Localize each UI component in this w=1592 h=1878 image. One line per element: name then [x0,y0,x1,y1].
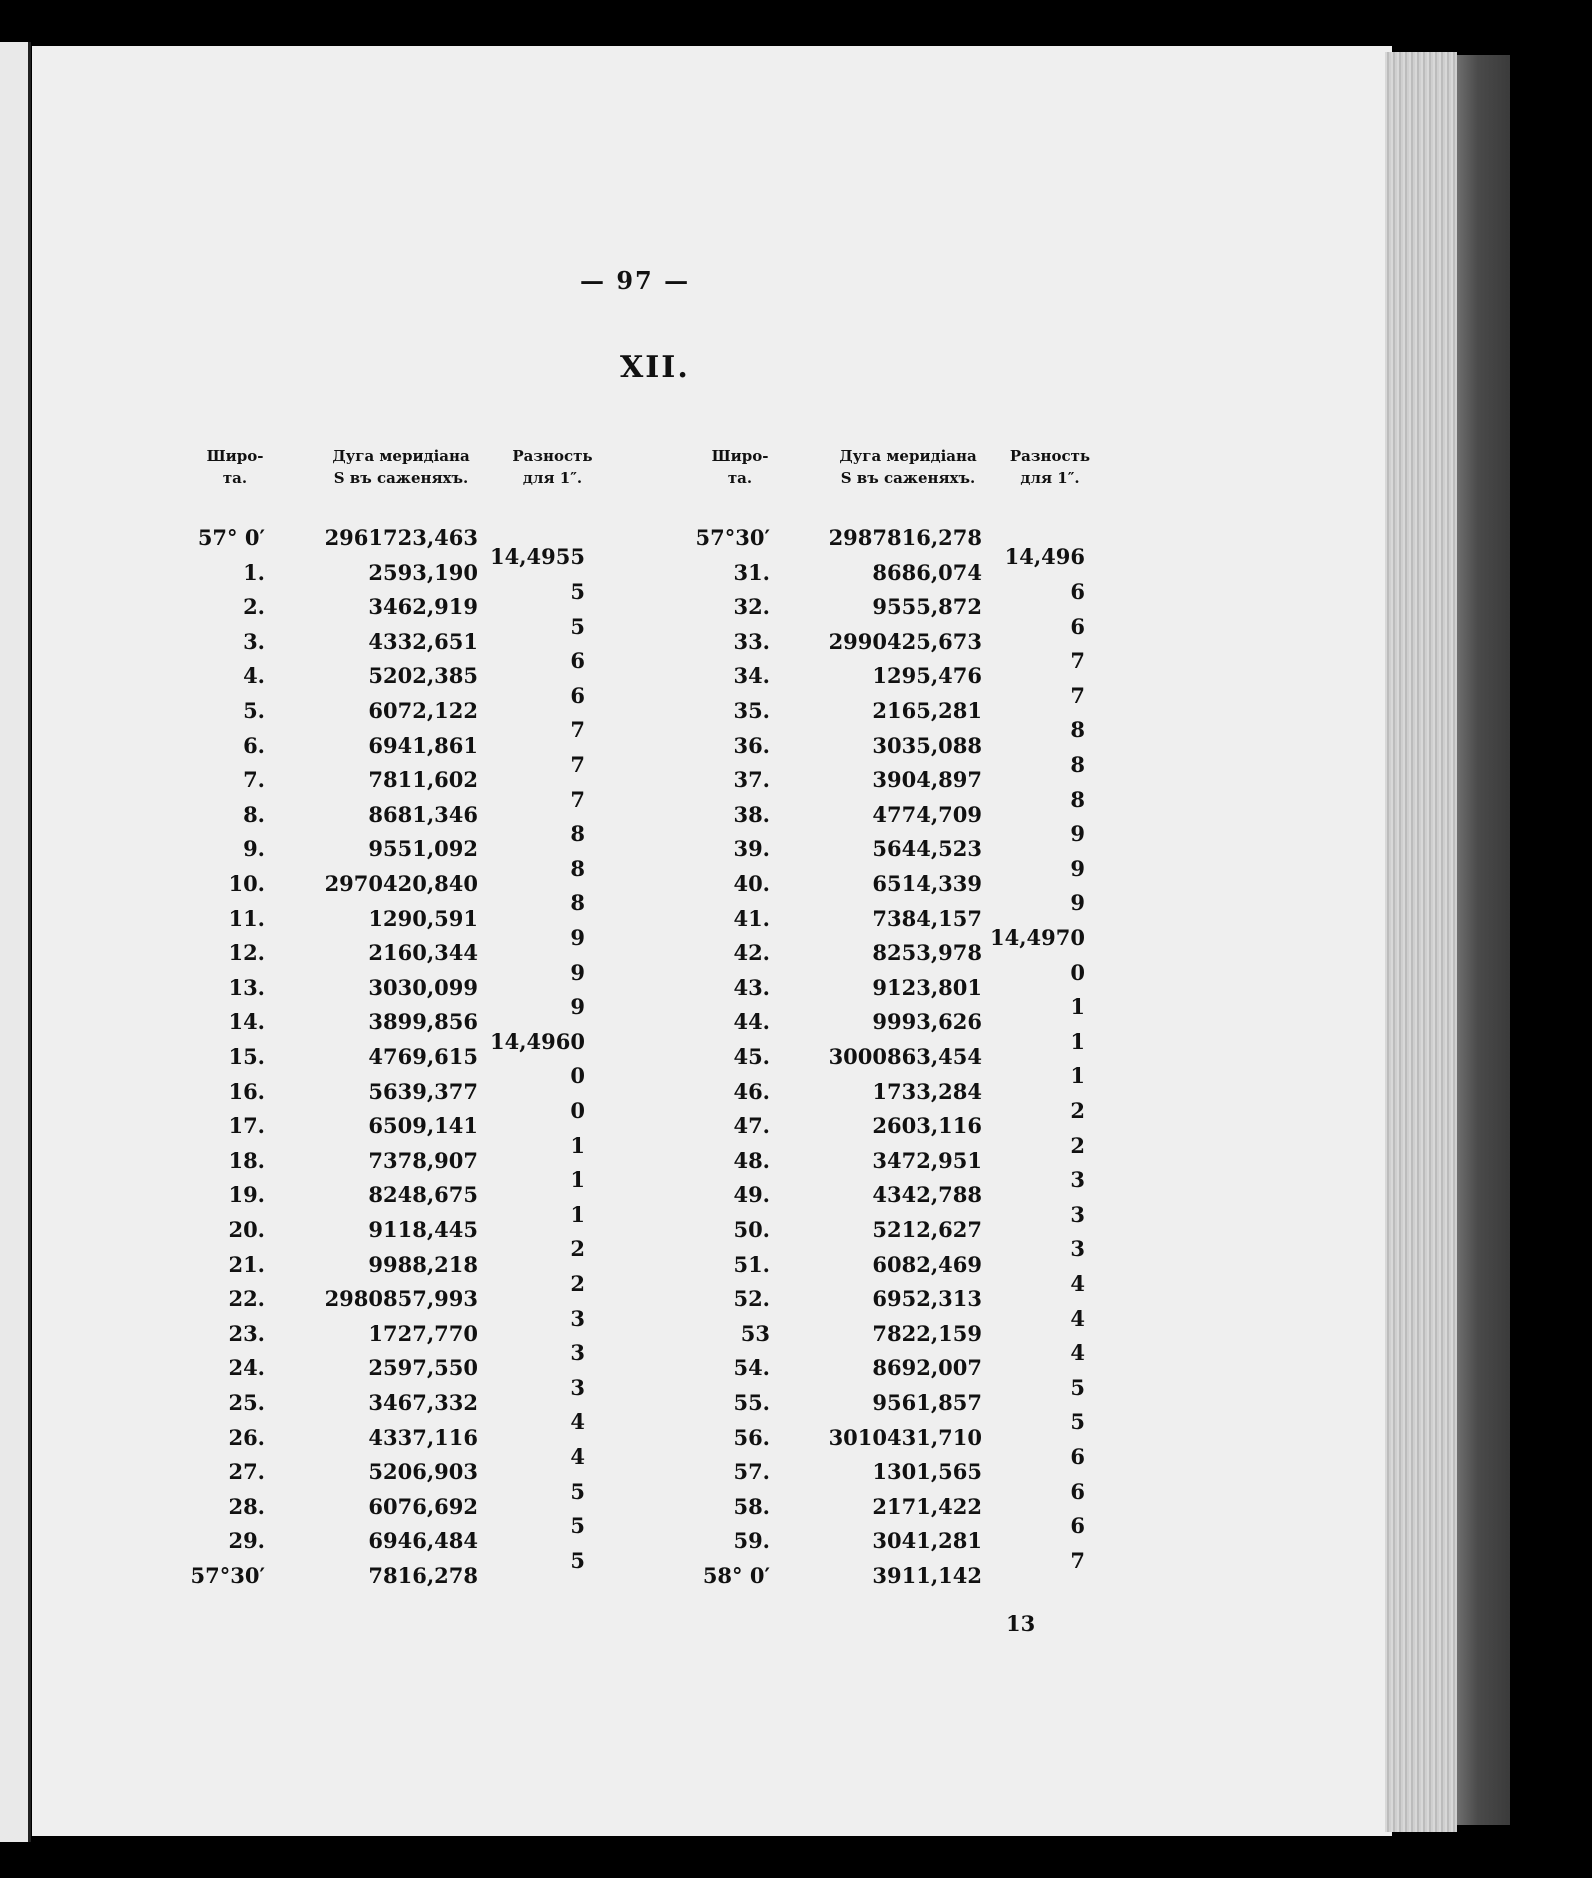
arc-cell: 9123,801 [872,974,982,1000]
latitude-cell: 12. [228,940,265,966]
difference-cell: 1 [570,1201,585,1227]
difference-cell: 9 [1070,890,1085,916]
latitude-cell: 48. [733,1147,770,1173]
arc-cell: 8692,007 [872,1355,982,1381]
difference-cell: 0 [1070,959,1085,985]
arc-cell: 2603,116 [872,1113,982,1139]
difference-cell: 5 [1070,1409,1085,1435]
latitude-cell: 32. [733,594,770,620]
difference-cell: 5 [570,578,585,604]
latitude-cell: 39. [733,836,770,862]
arc-cell: 2160,344 [368,940,478,966]
page-number: — 97 — [580,266,691,295]
difference-cell: 7 [1070,1547,1085,1573]
page-stack-edge [1385,52,1457,1832]
difference-cell: 6 [1070,1513,1085,1539]
arc-cell: 6946,484 [368,1528,478,1554]
difference-cell: 9 [570,959,585,985]
arc-cell: 3904,897 [872,767,982,793]
difference-cell: 4 [1070,1305,1085,1331]
difference-cell: 7 [570,751,585,777]
latitude-cell: 34. [733,663,770,689]
arc-cell: 7378,907 [368,1147,478,1173]
difference-cell: 14,4960 [490,1028,585,1054]
right-header-difference: Разность для 1″. [1009,447,1091,487]
latitude-cell: 35. [733,698,770,723]
arc-cell: 5639,377 [368,1078,478,1104]
latitude-cell: 42. [733,940,770,966]
latitude-cell: 9. [243,836,265,862]
latitude-cell: 59. [733,1528,770,1554]
latitude-cell: 58° 0′ [702,1563,770,1588]
difference-cell: 6 [1070,1478,1085,1504]
latitude-cell: 38. [733,801,770,827]
difference-cell: 14,496 [1004,544,1085,570]
latitude-cell: 26. [228,1424,265,1450]
latitude-cell: 58. [733,1493,770,1519]
difference-cell: 8 [1070,751,1085,777]
arc-cell: 2961723,463 [324,525,478,550]
latitude-cell: 25. [228,1390,265,1415]
arc-cell: 1295,476 [872,663,982,689]
difference-cell: 3 [570,1305,585,1331]
latitude-cell: 54. [733,1355,770,1381]
latitude-cell: 33. [733,628,770,654]
arc-cell: 5202,385 [368,663,478,689]
arc-cell: 6509,141 [368,1113,478,1139]
latitude-cell: 19. [228,1182,265,1208]
difference-cell: 0 [570,1063,585,1089]
latitude-cell: 56. [733,1424,770,1450]
difference-cell: 4 [570,1443,585,1469]
latitude-cell: 6. [243,732,265,758]
latitude-cell: 24. [228,1355,265,1381]
difference-cell: 7 [1070,682,1085,708]
arc-cell: 3041,281 [872,1528,982,1554]
arc-cell: 3000863,454 [828,1044,982,1069]
arc-cell: 8248,675 [368,1182,478,1208]
latitude-cell: 13. [228,974,265,1000]
arc-cell: 1727,770 [368,1320,478,1346]
difference-cell: 7 [570,786,585,812]
arc-cell: 4342,788 [872,1182,982,1208]
difference-cell: 0 [570,1097,585,1123]
latitude-cell: 10. [228,871,265,896]
difference-cell: 9 [1070,855,1085,881]
difference-cell: 6 [570,682,585,708]
difference-cell: 9 [570,994,585,1020]
difference-cell: 2 [1070,1097,1085,1123]
latitude-cell: 52. [733,1286,770,1312]
difference-cell: 9 [1070,821,1085,847]
difference-cell: 8 [1070,717,1085,743]
latitude-cell: 43. [733,974,770,1000]
difference-cell: 6 [570,648,585,674]
latitude-cell: 23. [228,1320,265,1346]
difference-cell: 1 [1070,994,1085,1020]
arc-cell: 2990425,673 [828,628,982,654]
latitude-cell: 11. [228,905,265,931]
arc-cell: 1290,591 [368,905,478,931]
difference-cell: 14,4955 [490,544,585,570]
difference-cell: 3 [1070,1167,1085,1193]
latitude-cell: 46. [733,1078,770,1104]
arc-cell: 9555,872 [872,594,982,620]
latitude-cell: 57° 0′ [197,525,265,550]
latitude-cell: 22. [228,1286,265,1312]
right-header-arc: Дуга меридіана S въ саженяхъ. [839,447,977,487]
latitude-cell: 57. [733,1459,770,1485]
latitude-cell: 51. [733,1251,770,1277]
difference-cell: 14,4970 [990,924,1085,950]
arc-cell: 5212,627 [872,1217,982,1242]
arc-cell: 7384,157 [872,905,982,931]
left-header-difference: Разность для 1″. [512,447,593,487]
arc-cell: 1733,284 [872,1078,982,1104]
arc-cell: 7822,159 [872,1320,982,1346]
arc-cell: 3030,099 [368,974,478,1000]
arc-cell: 9988,218 [368,1251,478,1277]
arc-cell: 9993,626 [872,1009,982,1035]
difference-cell: 3 [1070,1201,1085,1227]
difference-cell: 7 [570,717,585,743]
previous-page-edge [0,42,31,1842]
difference-cell: 2 [570,1236,585,1262]
latitude-cell: 57°30′ [190,1563,265,1588]
difference-cell: 3 [570,1374,585,1400]
latitude-cell: 40. [733,871,770,896]
signature-mark: 13 [1006,1611,1036,1636]
arc-cell: 5644,523 [872,836,982,862]
latitude-cell: 17. [228,1113,265,1139]
difference-cell: 6 [1070,1443,1085,1469]
arc-cell: 1301,565 [872,1459,982,1485]
arc-cell: 7816,278 [368,1563,478,1588]
arc-cell: 2597,550 [368,1355,478,1381]
latitude-cell: 14. [228,1009,265,1035]
latitude-cell: 57°30′ [695,525,770,550]
latitude-cell: 28. [228,1493,265,1519]
latitude-cell: 20. [228,1217,265,1242]
latitude-cell: 15. [228,1044,265,1069]
difference-cell: 8 [1070,786,1085,812]
arc-cell: 2987816,278 [828,525,982,550]
latitude-cell: 41. [733,905,770,931]
book-cover-edge [1457,55,1510,1825]
latitude-cell: 49. [733,1182,770,1208]
arc-cell: 3010431,710 [828,1424,982,1450]
difference-cell: 5 [1070,1374,1085,1400]
arc-cell: 8686,074 [872,559,982,585]
arc-cell: 6514,339 [872,871,982,896]
difference-cell: 5 [570,1513,585,1539]
arc-cell: 3035,088 [872,732,982,758]
arc-cell: 2171,422 [872,1493,982,1519]
arc-cell: 3472,951 [872,1147,982,1173]
difference-cell: 2 [570,1270,585,1296]
arc-cell: 4769,615 [368,1044,478,1069]
left-header-latitude: Широ- та. [206,447,264,487]
difference-cell: 4 [1070,1340,1085,1366]
latitude-cell: 44. [733,1009,770,1035]
arc-cell: 3899,856 [368,1009,478,1035]
arc-cell: 7811,602 [368,767,478,793]
difference-cell: 8 [570,890,585,916]
difference-cell: 6 [1070,578,1085,604]
latitude-cell: 53 [740,1320,770,1346]
latitude-cell: 18. [228,1147,265,1173]
arc-cell: 2165,281 [872,698,982,723]
latitude-cell: 3. [243,628,265,654]
latitude-cell: 8. [243,801,265,827]
arc-cell: 4337,116 [368,1424,478,1450]
section-title: XII. [620,350,690,385]
difference-cell: 5 [570,1478,585,1504]
arc-cell: 6076,692 [368,1493,478,1519]
latitude-cell: 21. [228,1251,265,1277]
difference-cell: 4 [1070,1270,1085,1296]
arc-cell: 6941,861 [368,732,478,758]
difference-cell: 7 [1070,648,1085,674]
arc-cell: 4332,651 [368,628,478,654]
difference-cell: 8 [570,821,585,847]
latitude-cell: 29. [228,1528,265,1554]
difference-cell: 4 [570,1409,585,1435]
arc-cell: 3467,332 [368,1390,478,1415]
arc-cell: 9561,857 [872,1390,982,1415]
latitude-cell: 55. [733,1390,770,1415]
arc-cell: 8253,978 [872,940,982,966]
latitude-cell: 16. [228,1078,265,1104]
arc-cell: 3911,142 [872,1563,982,1588]
arc-cell: 5206,903 [368,1459,478,1485]
arc-cell: 6082,469 [872,1251,982,1277]
arc-cell: 2980857,993 [324,1286,478,1312]
arc-cell: 6952,313 [872,1286,982,1312]
arc-cell: 6072,122 [368,698,478,723]
difference-cell: 9 [570,924,585,950]
latitude-cell: 50. [733,1217,770,1242]
difference-cell: 1 [1070,1063,1085,1089]
difference-cell: 1 [570,1167,585,1193]
latitude-cell: 27. [228,1459,265,1485]
left-header-arc: Дуга меридіана S въ саженяхъ. [332,447,470,487]
latitude-cell: 5. [243,698,265,723]
latitude-cell: 47. [733,1113,770,1139]
difference-cell: 1 [1070,1028,1085,1054]
latitude-cell: 45. [733,1044,770,1069]
difference-cell: 6 [1070,613,1085,639]
arc-cell: 4774,709 [872,801,982,827]
right-header-latitude: Широ- та. [711,447,769,487]
latitude-cell: 4. [243,663,265,689]
difference-cell: 2 [1070,1132,1085,1158]
arc-cell: 9118,445 [368,1217,478,1242]
latitude-cell: 2. [243,594,265,620]
arc-cell: 9551,092 [368,836,478,862]
difference-cell: 3 [1070,1236,1085,1262]
latitude-cell: 36. [733,732,770,758]
latitude-cell: 37. [733,767,770,793]
difference-cell: 1 [570,1132,585,1158]
arc-cell: 2593,190 [368,559,478,585]
difference-cell: 3 [570,1340,585,1366]
difference-cell: 5 [570,613,585,639]
arc-cell: 8681,346 [368,801,478,827]
difference-cell: 8 [570,855,585,881]
difference-cell: 5 [570,1547,585,1573]
arc-cell: 3462,919 [368,594,478,620]
latitude-cell: 31. [733,559,770,585]
latitude-cell: 7. [243,767,265,793]
latitude-cell: 1. [243,559,265,585]
arc-cell: 2970420,840 [324,871,478,896]
